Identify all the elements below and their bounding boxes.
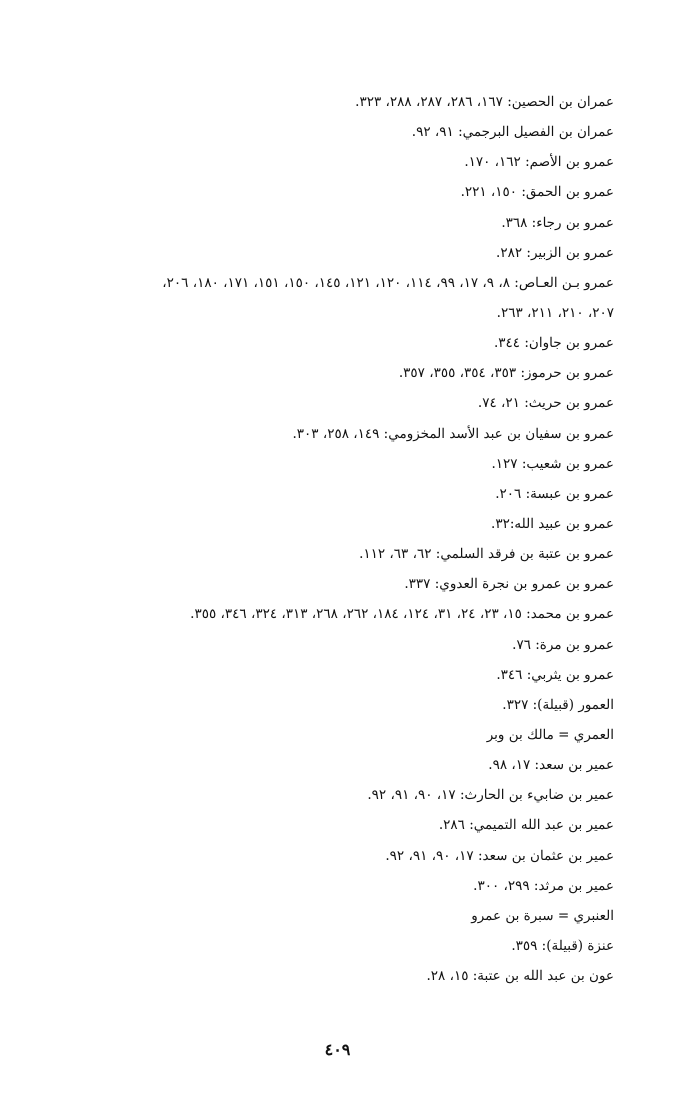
index-entry: عمير بن عبد الله التميمي: ٢٨٦.: [438, 817, 614, 834]
index-entry: عمير بن ضابيء بن الحارث: ١٧، ٩٠، ٩١، ٩٢.: [367, 787, 614, 804]
index-entry: عمرو بن الأصم: ١٦٢، ١٧٠.: [464, 154, 614, 171]
index-entry: عمرو بن الزبير: ٢٨٢.: [496, 244, 614, 261]
index-entry: عمرو بن سفيان بن عبد الأسد المخزومي: ١٤٩، ٢٥٨، ٣٠٣.: [292, 425, 614, 442]
index-entry-continuation: ٢٠٧، ٢١٠، ٢١١، ٢٦٣.: [496, 304, 614, 321]
index-entry: عمرو بن عمرو بن نجرة العدوي: ٣٣٧.: [404, 576, 614, 593]
index-entry: عنزة (قبيلة): ٣٥٩.: [511, 937, 614, 954]
index-entry: عمير بن مرثد: ٢٩٩، ٣٠٠.: [473, 877, 614, 894]
index-entry: عمرو بن حرموز: ٣٥٣، ٣٥٤، ٣٥٥، ٣٥٧.: [398, 365, 614, 382]
index-entry: عمرو بن رجاء: ٣٦٨.: [501, 214, 614, 231]
index-entry: عمرو بن يثربي: ٣٤٦.: [496, 666, 614, 683]
index-entry: عمير بن عثمان بن سعد: ١٧، ٩٠، ٩١، ٩٢.: [385, 847, 614, 864]
index-entry: عون بن عبد الله بن عتبة: ١٥، ٢٨.: [426, 968, 614, 985]
index-entry: عمران بن الفصيل البرجمي: ٩١، ٩٢.: [411, 124, 614, 141]
index-entry: عمرو بن محمد: ١٥، ٢٣، ٢٤، ٣١، ١٢٤، ١٨٤، ٢٦٢، ٢٦٨، ٣١٣، ٣٢٤، ٣٤٦، ٣٥٥.: [190, 606, 614, 623]
index-entry: عمرو بـن العـاص: ٨، ٩، ١٧، ٩٩، ١١٤، ١٢٠، ١٢١، ١٤٥، ١٥٠، ١٥١، ١٧١، ١٨٠، ٢٠٦،: [162, 274, 614, 291]
index-entry: عمرو بن عبيد الله:٣٢.: [491, 515, 614, 532]
index-entry: عمران بن الحصين: ١٦٧، ٢٨٦، ٢٨٧، ٢٨٨، ٣٢٣.: [355, 94, 614, 110]
index-entry: عمرو بن عبسة: ٢٠٦.: [495, 485, 614, 502]
index-entry: العنبري = سبرة بن عمرو: [471, 907, 614, 924]
index-entry: عمرو بن مرة: ٧٦.: [512, 636, 614, 653]
index-entry: عمرو بن عتبة بن فرقد السلمي: ٦٢، ٦٣، ١١٢.: [359, 546, 614, 563]
index-entry: العمور (قبيلة): ٣٢٧.: [502, 696, 614, 713]
index-entry: العمري = مالك بن وبر: [486, 726, 614, 743]
page-number: ٤٠٩: [324, 1040, 351, 1059]
index-entry: عمرو بن شعيب: ١٢٧.: [491, 455, 614, 472]
index-entry: عمرو بن الحمق: ١٥٠، ٢٢١.: [460, 184, 614, 201]
index-list: [54, 87, 614, 991]
index-entry: عمرو بن حريث: ٢١، ٧٤.: [477, 395, 614, 412]
index-entry: عمرو بن جاوان: ٣٤٤.: [494, 335, 614, 352]
index-entry: عمير بن سعد: ١٧، ٩٨.: [488, 757, 614, 774]
